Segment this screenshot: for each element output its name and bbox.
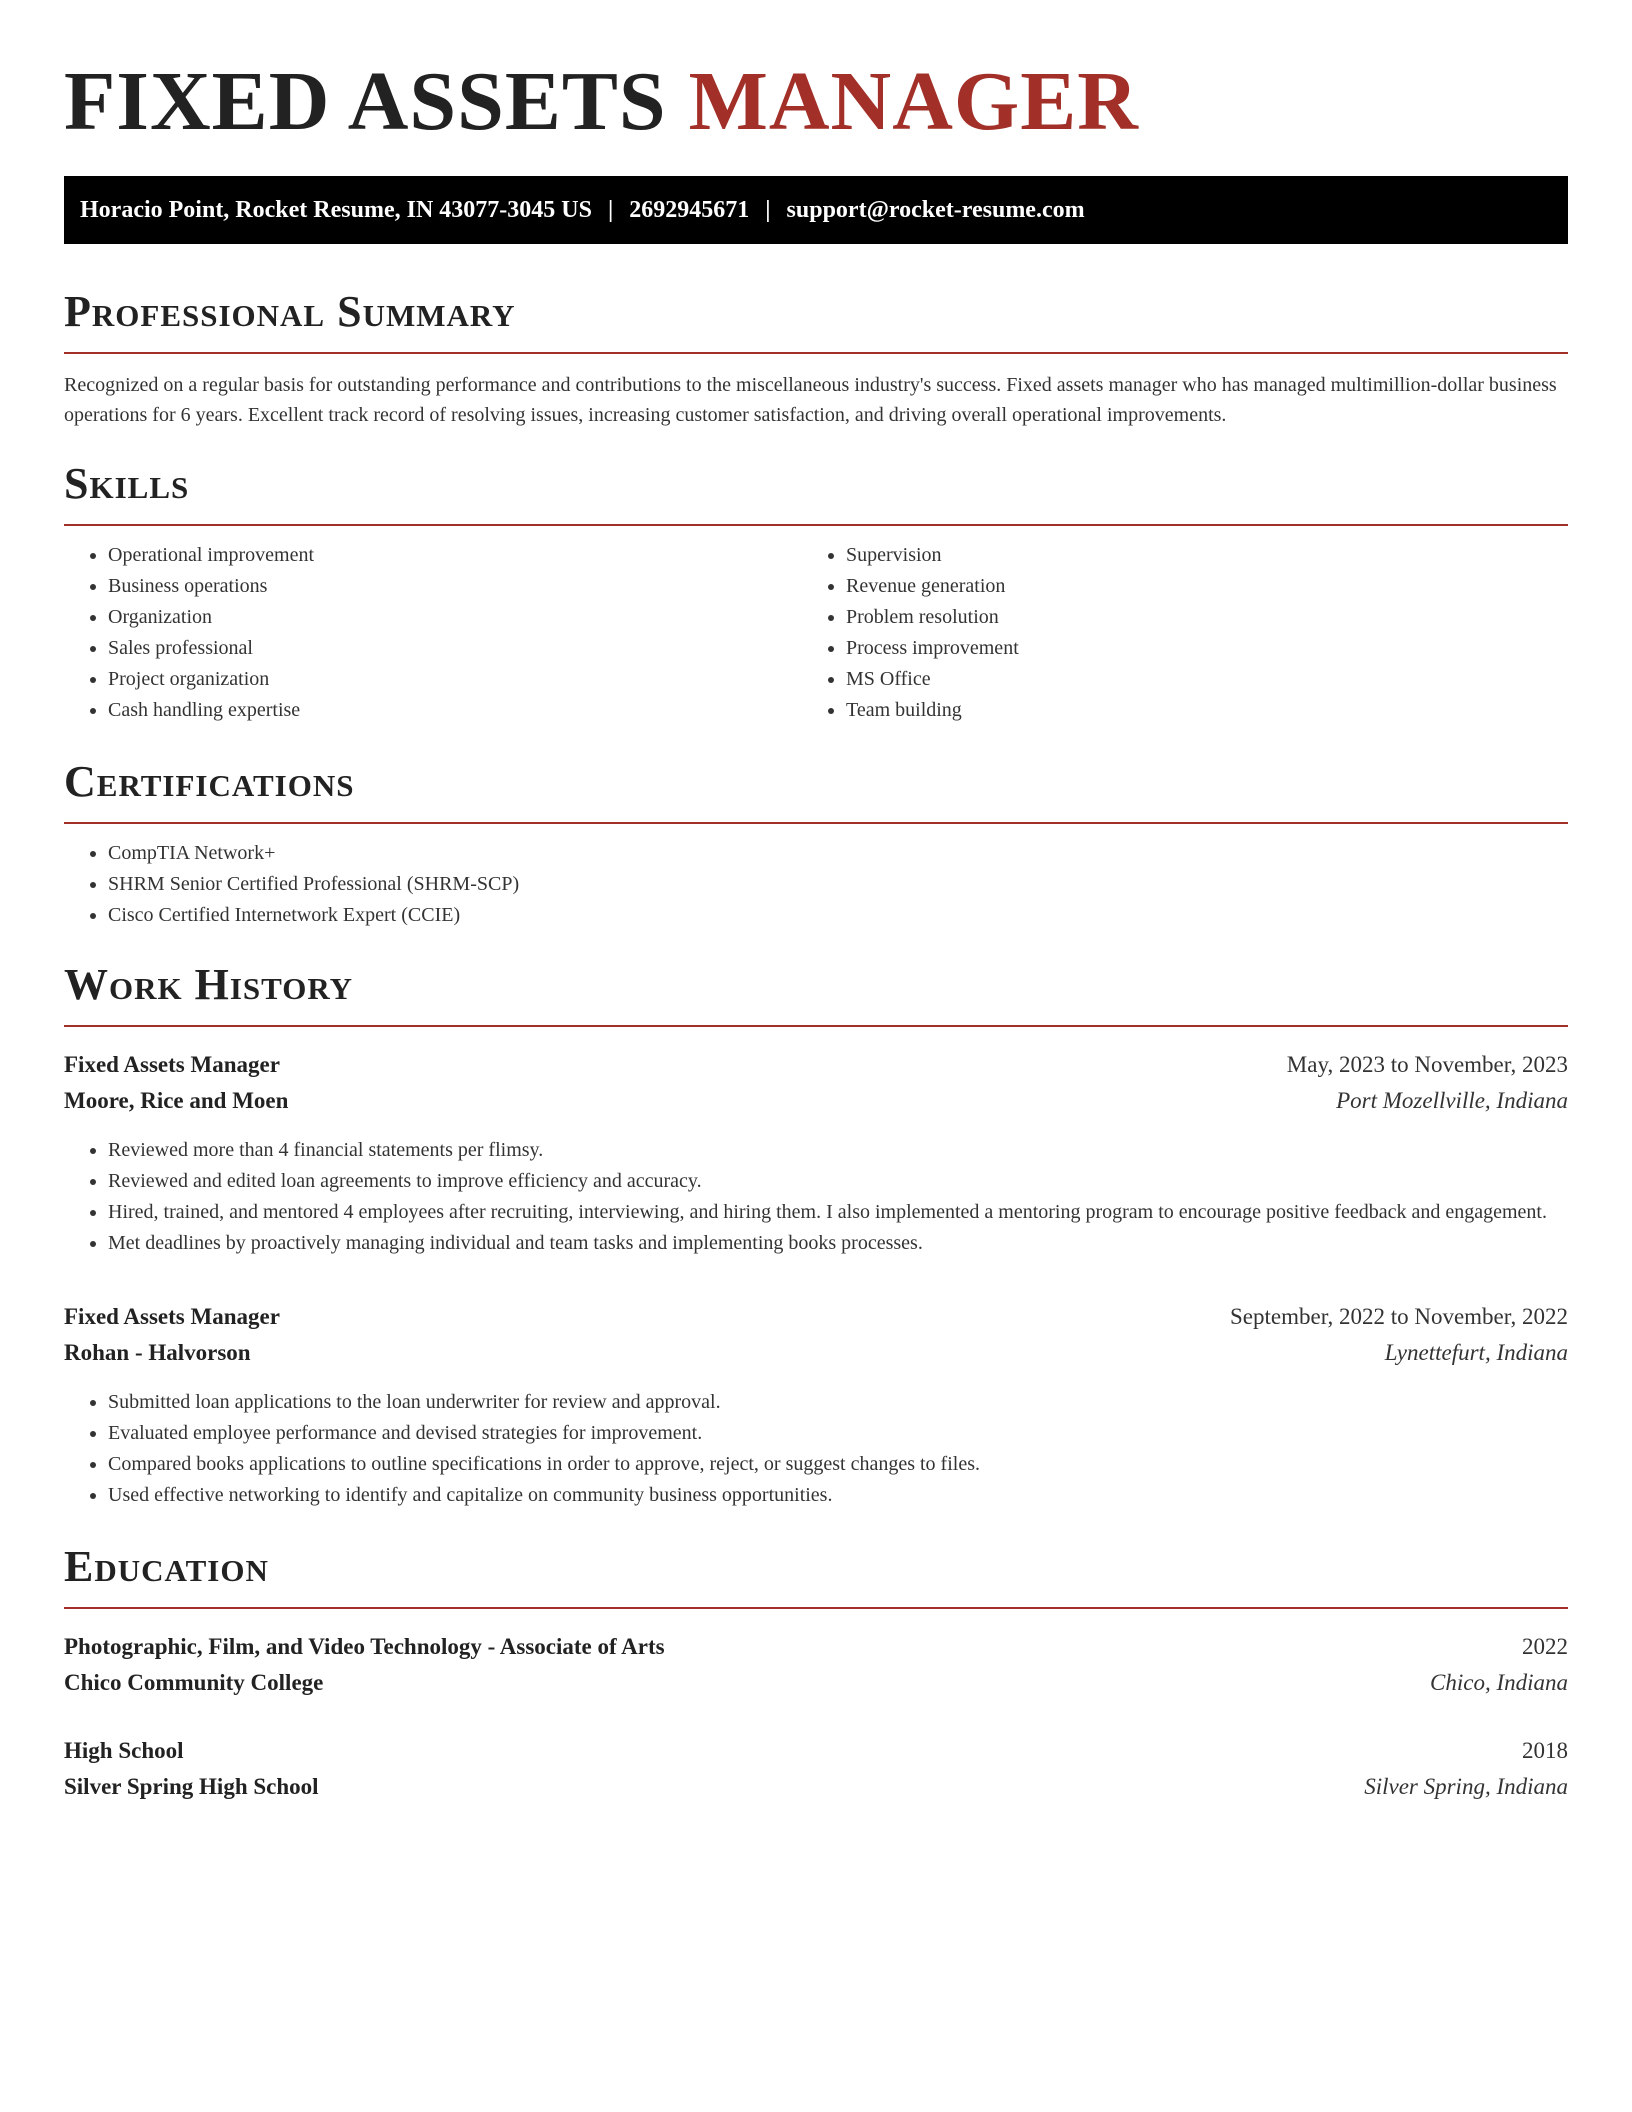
education-heading: Education [64, 1541, 1568, 1609]
skills-section [64, 458, 1568, 726]
list-item: • SHRM Senior Certified Professional (SHRM-SCP) [108, 869, 1568, 900]
contact-separator: | [607, 196, 614, 223]
job-company-row [64, 1083, 1568, 1119]
education-degree-row [64, 1629, 1568, 1665]
work-history-section [64, 959, 1568, 1511]
list-item: • Used effective networking to identify and capitalize on community business opportunities. [108, 1480, 1568, 1511]
education-section [64, 1541, 1568, 1805]
list-item: • Cash handling expertise [108, 695, 816, 726]
list-item: • Business operations [108, 571, 816, 602]
job-bullets [64, 1387, 1568, 1511]
summary-text: Recognized on a regular basis for outstanding performance and contributions to the miscellaneous industry's success. Fixed assets manager who has managed multimillion-dollar business operations for 6 years. Excellent track record of resolving issues, increasing customer satisfaction, and driving overall operational improvements. [64, 374, 1557, 426]
education-school-row [64, 1665, 1568, 1701]
work-history-heading: Work History [64, 959, 1568, 1027]
job-title: Fixed Assets Manager [64, 1052, 280, 1077]
contact-email: support@rocket-resume.com [786, 196, 1085, 223]
list-item: • Evaluated employee performance and devised strategies for improvement. [108, 1418, 1568, 1449]
certifications-section [64, 756, 1568, 931]
list-item: • Operational improvement [108, 540, 816, 571]
summary-heading: Professional Summary [64, 286, 1568, 354]
title-main: FIXED ASSETS [64, 55, 667, 148]
list-item: • MS Office [846, 664, 1568, 695]
list-item: • CompTIA Network+ [108, 838, 1568, 869]
list-item: • Process improvement [846, 633, 1568, 664]
list-item: • Organization [108, 602, 816, 633]
education-year: 2022 [1522, 1634, 1568, 1659]
job-title: Fixed Assets Manager [64, 1304, 280, 1329]
education-degree: Photographic, Film, and Video Technology - Associate of Arts [64, 1634, 665, 1659]
list-item: • Compared books applications to outline specifications in order to approve, reject, or suggest changes to files. [108, 1449, 1568, 1480]
job-location: Port Mozellville, Indiana [1336, 1088, 1568, 1113]
education-school: Chico Community College [64, 1670, 324, 1695]
skills-grid [64, 540, 1568, 726]
job-title-row [64, 1047, 1568, 1083]
list-item: • Submitted loan applications to the loan underwriter for review and approval. [108, 1387, 1568, 1418]
skills-list-left [64, 540, 816, 726]
education-school-row [64, 1769, 1568, 1805]
job-location: Lynettefurt, Indiana [1384, 1340, 1568, 1365]
skills-heading: Skills [64, 458, 1568, 526]
list-item: • Hired, trained, and mentored 4 employees after recruiting, interviewing, and hiring them. I also implemented a mentoring program to encourage positive feedback and engagement. [108, 1197, 1568, 1228]
list-item: • Project organization [108, 664, 816, 695]
contact-address: Horacio Point, Rocket Resume, IN 43077-3045 US [80, 196, 592, 223]
summary-section [64, 286, 1568, 430]
job-bullets [64, 1135, 1568, 1259]
job-dates: May, 2023 to November, 2023 [1286, 1052, 1568, 1077]
certifications-list [64, 838, 1568, 931]
list-item: • Reviewed more than 4 financial statements per flimsy. [108, 1135, 1568, 1166]
education-entry [64, 1733, 1568, 1805]
education-school: Silver Spring High School [64, 1774, 319, 1799]
list-item: • Met deadlines by proactively managing individual and team tasks and implementing books processes. [108, 1228, 1568, 1259]
skills-list-right [816, 540, 1568, 726]
list-item: • Problem resolution [846, 602, 1568, 633]
contact-bar [64, 176, 1568, 244]
certifications-heading: Certifications [64, 756, 1568, 824]
education-degree: High School [64, 1738, 184, 1763]
job-title-row [64, 1299, 1568, 1335]
title-accent: MANAGER [688, 55, 1139, 148]
job-entry [64, 1047, 1568, 1259]
list-item: • Team building [846, 695, 1568, 726]
education-location: Silver Spring, Indiana [1364, 1774, 1568, 1799]
education-location: Chico, Indiana [1430, 1670, 1568, 1695]
job-company: Rohan - Halvorson [64, 1340, 251, 1365]
job-dates: September, 2022 to November, 2022 [1230, 1304, 1568, 1329]
education-degree-row [64, 1733, 1568, 1769]
job-company: Moore, Rice and Moen [64, 1088, 289, 1113]
list-item: • Revenue generation [846, 571, 1568, 602]
job-entry [64, 1299, 1568, 1511]
contact-separator: | [765, 196, 771, 223]
contact-phone: 2692945671 [629, 196, 750, 223]
list-item: • Reviewed and edited loan agreements to improve efficiency and accuracy. [108, 1166, 1568, 1197]
list-item: • Sales professional [108, 633, 816, 664]
education-year: 2018 [1522, 1738, 1568, 1763]
education-entry [64, 1629, 1568, 1701]
job-company-row [64, 1335, 1568, 1371]
list-item: • Cisco Certified Internetwork Expert (CCIE) [108, 900, 1568, 931]
page-title [64, 0, 1568, 152]
list-item: • Supervision [846, 540, 1568, 571]
